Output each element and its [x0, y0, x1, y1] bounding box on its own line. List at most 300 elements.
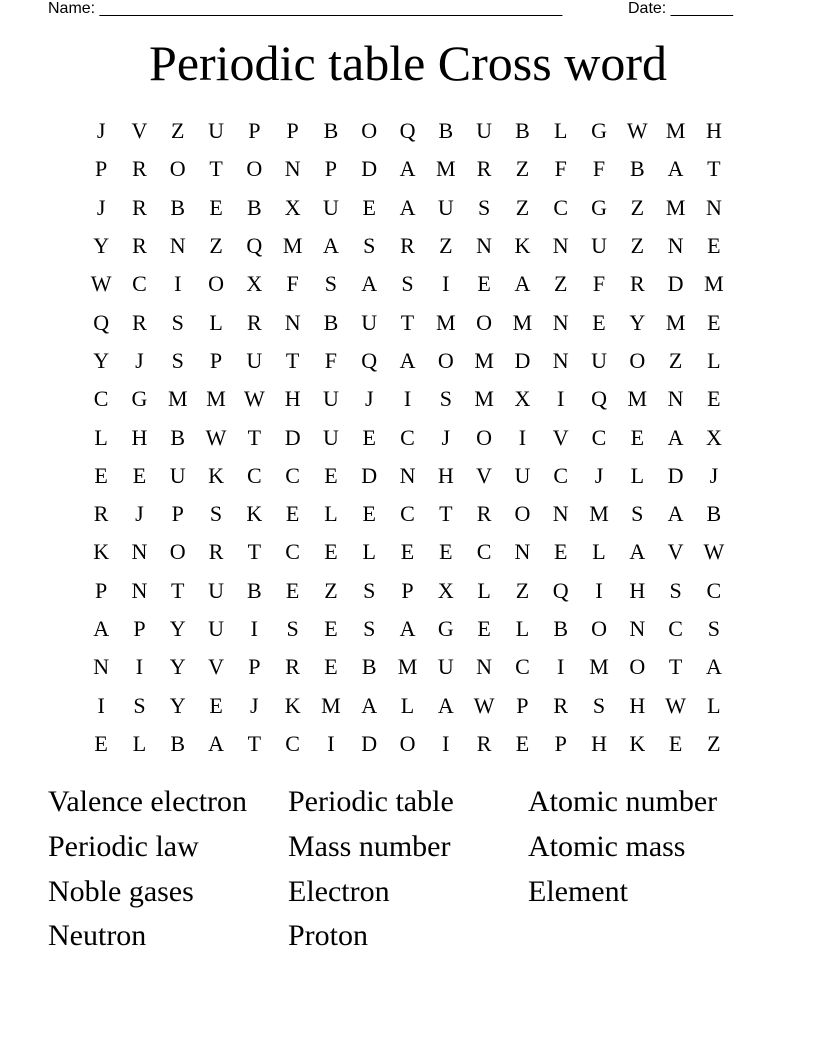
grid-letter[interactable]: I [595, 577, 603, 603]
grid-letter[interactable]: T [247, 539, 262, 565]
grid-letter[interactable]: F [592, 271, 606, 297]
grid-letter[interactable]: I [557, 654, 565, 680]
grid-letter[interactable]: I [135, 654, 144, 680]
grid-letter[interactable]: F [592, 156, 606, 182]
grid-letter[interactable]: Y [169, 692, 186, 718]
grid-letter[interactable]: N [667, 233, 684, 259]
grid-letter[interactable]: L [592, 539, 606, 565]
grid-letter[interactable]: Q [93, 309, 110, 335]
grid-letter[interactable]: V [131, 118, 148, 144]
grid-letter[interactable]: E [324, 616, 338, 641]
grid-letter[interactable]: N [284, 156, 301, 182]
grid-letter[interactable]: U [169, 462, 186, 488]
grid-letter[interactable]: S [439, 386, 452, 412]
grid-letter[interactable]: T [247, 424, 262, 450]
grid-letter[interactable]: H [284, 386, 301, 412]
grid-letter[interactable]: W [205, 424, 227, 450]
grid-letter[interactable]: O [208, 271, 224, 297]
word-list-item: Neutron [48, 919, 147, 953]
grid-letter[interactable]: J [96, 118, 106, 144]
grid-letter[interactable]: C [285, 462, 300, 488]
grid-letter[interactable]: L [553, 118, 568, 144]
grid-letter[interactable]: V [667, 539, 684, 565]
grid-letter[interactable]: E [285, 501, 300, 527]
grid-letter[interactable]: U [514, 462, 531, 488]
grid-letter[interactable]: P [133, 616, 146, 641]
grid-letter[interactable]: S [171, 347, 184, 373]
grid-letter[interactable]: S [592, 692, 606, 718]
grid-letter[interactable]: W [703, 539, 725, 565]
grid-letter[interactable]: S [363, 577, 376, 603]
grid-letter[interactable]: E [707, 386, 721, 412]
grid-letter[interactable]: E [362, 424, 376, 450]
grid-letter[interactable]: J [709, 462, 719, 488]
grid-letter[interactable]: B [706, 501, 722, 527]
grid-letter[interactable]: C [476, 539, 492, 565]
grid-letter[interactable]: E [209, 692, 223, 718]
grid-letter[interactable]: D [361, 730, 378, 756]
grid-letter[interactable]: Z [439, 233, 453, 259]
grid-letter[interactable]: E [400, 539, 415, 565]
grid-letter[interactable]: L [477, 577, 491, 603]
grid-letter[interactable]: G [131, 386, 148, 412]
grid-letter[interactable]: F [554, 156, 567, 182]
grid-letter[interactable]: N [705, 194, 722, 220]
grid-letter[interactable]: U [322, 194, 339, 220]
grid-letter[interactable]: J [135, 347, 144, 373]
grid-letter[interactable]: S [669, 577, 682, 603]
grid-letter[interactable]: N [552, 233, 569, 259]
grid-letter[interactable]: M [589, 654, 609, 680]
grid-letter[interactable]: C [285, 539, 300, 565]
grid-letter[interactable]: G [591, 118, 607, 144]
grid-letter[interactable]: N [284, 309, 301, 335]
grid-letter[interactable]: E [362, 501, 376, 527]
grid-letter[interactable]: P [95, 156, 108, 182]
grid-letter[interactable]: R [476, 156, 492, 182]
grid-letter[interactable]: A [667, 156, 684, 182]
grid-letter[interactable]: I [97, 692, 105, 718]
grid-letter[interactable]: U [361, 309, 378, 335]
grid-letter[interactable]: C [668, 616, 683, 641]
grid-letter[interactable]: Y [169, 616, 186, 641]
grid-letter[interactable]: D [667, 462, 684, 488]
grid-letter[interactable]: M [665, 118, 686, 144]
grid-letter[interactable]: C [400, 501, 415, 527]
grid-letter[interactable]: B [170, 424, 186, 450]
grid-letter[interactable]: N [93, 654, 110, 680]
grid-letter[interactable]: Y [169, 654, 186, 680]
grid-letter[interactable]: R [476, 730, 492, 756]
grid-letter[interactable]: C [400, 424, 415, 450]
grid-letter[interactable]: F [286, 271, 299, 297]
grid-letter[interactable]: S [631, 501, 644, 527]
grid-letter[interactable]: W [626, 118, 648, 144]
grid-letter[interactable]: W [473, 692, 495, 718]
grid-letter[interactable]: T [668, 654, 683, 680]
grid-letter[interactable]: A [361, 271, 378, 297]
grid-letter[interactable]: R [476, 501, 492, 527]
grid-letter[interactable]: V [552, 424, 569, 450]
grid-letter[interactable]: O [514, 501, 531, 527]
grid-letter[interactable]: O [629, 654, 646, 680]
grid-letter[interactable]: A [93, 616, 110, 641]
grid-letter[interactable]: J [96, 194, 106, 220]
grid-letter[interactable]: C [93, 386, 109, 412]
grid-letter[interactable]: G [437, 616, 454, 641]
grid-letter[interactable]: A [361, 692, 378, 718]
grid-letter[interactable]: N [131, 577, 148, 603]
grid-letter[interactable]: H [131, 424, 148, 450]
grid-letter[interactable]: T [285, 347, 300, 373]
grid-letter[interactable]: B [515, 118, 530, 144]
grid-letter[interactable]: K [208, 462, 224, 488]
grid-letter[interactable]: H [629, 692, 646, 718]
grid-letter[interactable]: F [324, 347, 338, 373]
grid-letter[interactable]: M [282, 233, 303, 259]
grid-letter[interactable]: Y [93, 347, 110, 373]
grid-letter[interactable]: A [514, 271, 531, 297]
grid-letter[interactable]: T [171, 577, 185, 603]
grid-letter[interactable]: B [438, 118, 454, 144]
grid-letter[interactable]: L [630, 462, 645, 488]
grid-letter[interactable]: C [553, 194, 569, 220]
grid-letter[interactable]: K [93, 539, 110, 565]
grid-letter[interactable]: B [246, 194, 262, 220]
name-field[interactable]: Name: ____________________________________________________ [48, 0, 563, 17]
grid-letter[interactable]: X [284, 194, 301, 220]
grid-letter[interactable]: E [362, 194, 376, 220]
grid-letter[interactable]: Z [515, 577, 530, 603]
grid-letter[interactable]: J [594, 462, 604, 488]
grid-letter[interactable]: B [553, 616, 569, 641]
grid-letter[interactable]: R [132, 194, 147, 220]
grid-letter[interactable]: E [707, 309, 721, 335]
grid-letter[interactable]: O [629, 347, 646, 373]
grid-letter[interactable]: Z [515, 156, 530, 182]
grid-letter[interactable]: S [363, 616, 376, 641]
grid-letter[interactable]: Z [630, 194, 645, 220]
grid-letter[interactable]: Z [668, 347, 683, 373]
grid-letter[interactable]: B [170, 730, 186, 756]
grid-letter[interactable]: R [132, 233, 147, 259]
grid-letter[interactable]: U [437, 194, 454, 220]
header [48, 0, 740, 20]
grid-letter[interactable]: S [133, 692, 146, 718]
grid-letter[interactable]: T [439, 501, 453, 527]
grid-letter[interactable]: C [246, 462, 262, 488]
grid-letter[interactable]: M [436, 309, 456, 335]
date-field[interactable]: Date: _______ [628, 0, 733, 17]
grid-letter[interactable]: N [476, 654, 493, 680]
grid-letter[interactable]: D [361, 462, 378, 488]
grid-letter[interactable]: S [286, 616, 299, 641]
grid-letter[interactable]: J [441, 424, 451, 450]
grid-letter[interactable]: A [208, 730, 224, 756]
grid-letter[interactable]: W [243, 386, 265, 412]
grid-letter[interactable]: M [704, 271, 724, 297]
word-list-item: Atomic mass [528, 830, 686, 864]
grid-letter[interactable]: A [322, 233, 339, 259]
grid-letter[interactable]: E [439, 539, 453, 565]
grid-letter[interactable]: D [667, 271, 684, 297]
grid-letter[interactable]: P [554, 730, 567, 756]
grid-letter[interactable]: S [707, 616, 721, 641]
grid-letter[interactable]: B [361, 654, 377, 680]
grid-letter[interactable]: K [246, 501, 263, 527]
grid-letter[interactable]: L [400, 692, 415, 718]
grid-letter[interactable]: M [321, 692, 341, 718]
grid-letter[interactable]: S [477, 194, 491, 220]
grid-letter[interactable]: O [476, 309, 493, 335]
grid-letter[interactable]: N [629, 616, 646, 641]
grid-letter[interactable]: U [208, 616, 224, 641]
grid-letter[interactable]: U [591, 347, 607, 373]
grid-letter[interactable]: V [476, 462, 493, 488]
grid-letter[interactable]: D [514, 347, 531, 373]
grid-letter[interactable]: E [285, 577, 300, 603]
grid-letter[interactable]: L [132, 730, 147, 756]
letter-grid [82, 112, 733, 763]
grid-letter[interactable]: I [518, 424, 527, 450]
grid-letter[interactable]: P [516, 692, 529, 718]
grid-letter[interactable]: Z [324, 577, 338, 603]
grid-letter[interactable]: E [132, 462, 147, 488]
grid-letter[interactable]: L [515, 616, 530, 641]
grid-letter[interactable]: R [132, 156, 147, 182]
grid-letter[interactable]: X [246, 271, 263, 297]
grid-letter[interactable]: R [400, 233, 415, 259]
grid-letter[interactable]: U [591, 233, 607, 259]
grid-letter[interactable]: M [167, 386, 188, 412]
grid-letter[interactable]: P [171, 501, 184, 527]
word-list-item: Mass number [288, 830, 451, 864]
grid-letter[interactable]: Q [361, 347, 378, 373]
grid-letter[interactable]: S [324, 271, 338, 297]
grid-letter[interactable]: E [94, 730, 108, 756]
grid-letter[interactable]: H [437, 462, 454, 488]
grid-letter[interactable]: V [208, 654, 224, 680]
grid-letter[interactable]: E [209, 194, 223, 220]
grid-letter[interactable]: S [363, 233, 376, 259]
grid-letter[interactable]: D [284, 424, 301, 450]
grid-letter[interactable]: M [512, 309, 533, 335]
grid-letter[interactable]: E [668, 730, 683, 756]
grid-letter[interactable]: B [170, 194, 186, 220]
grid-letter[interactable]: O [399, 730, 416, 756]
grid-letter[interactable]: E [94, 462, 108, 488]
grid-letter[interactable]: I [174, 271, 182, 297]
grid-letter[interactable]: M [665, 309, 686, 335]
grid-letter[interactable]: E [324, 654, 338, 680]
grid-letter[interactable]: B [246, 577, 262, 603]
grid-letter[interactable]: L [324, 501, 338, 527]
grid-letter[interactable]: O [246, 156, 263, 182]
grid-letter[interactable]: J [250, 692, 259, 718]
word-list-item: Electron [288, 874, 390, 908]
grid-letter[interactable]: N [399, 462, 416, 488]
grid-letter[interactable]: J [364, 386, 374, 412]
grid-letter[interactable]: O [476, 424, 493, 450]
grid-letter[interactable]: H [629, 577, 646, 603]
grid-letter[interactable]: T [247, 730, 262, 756]
grid-letter[interactable]: N [131, 539, 148, 565]
grid-letter[interactable]: P [209, 347, 223, 373]
grid-letter[interactable]: W [90, 271, 112, 297]
grid-letter[interactable]: T [209, 156, 223, 182]
grid-letter[interactable]: C [706, 577, 722, 603]
grid-letter[interactable]: E [592, 309, 606, 335]
grid-letter[interactable]: C [285, 730, 300, 756]
grid-letter[interactable]: M [665, 194, 686, 220]
grid-letter[interactable]: R [93, 501, 109, 527]
grid-letter[interactable]: Q [591, 386, 607, 412]
grid-letter[interactable]: S [401, 271, 414, 297]
grid-letter[interactable]: O [591, 616, 607, 641]
grid-letter[interactable]: B [629, 156, 645, 182]
grid-letter[interactable]: X [514, 386, 531, 412]
grid-letter[interactable]: U [322, 386, 339, 412]
word-list-item: Valence electron [48, 785, 248, 819]
grid-letter[interactable]: A [399, 616, 416, 641]
grid-letter[interactable]: R [246, 309, 262, 335]
grid-letter[interactable]: N [169, 233, 186, 259]
grid-letter[interactable]: L [707, 347, 721, 373]
grid-letter[interactable]: M [627, 386, 648, 412]
grid-letter[interactable]: X [705, 424, 722, 450]
grid-letter[interactable]: A [667, 501, 684, 527]
grid-letter[interactable]: R [132, 309, 147, 335]
grid-letter[interactable]: M [397, 654, 418, 680]
grid-letter[interactable]: E [324, 462, 338, 488]
grid-letter[interactable]: U [476, 118, 493, 144]
grid-letter[interactable]: A [399, 347, 416, 373]
grid-letter[interactable]: E [477, 271, 491, 297]
grid-letter[interactable]: L [94, 424, 108, 450]
grid-letter[interactable]: O [361, 118, 378, 144]
grid-letter[interactable]: R [553, 692, 569, 718]
grid-letter[interactable]: Z [171, 118, 185, 144]
grid-letter[interactable]: M [474, 347, 494, 373]
grid-letter[interactable]: U [437, 654, 454, 680]
grid-letter[interactable]: M [474, 386, 494, 412]
grid-letter[interactable]: O [437, 347, 454, 373]
grid-letter[interactable]: Q [246, 233, 263, 259]
grid-letter[interactable]: A [667, 424, 684, 450]
grid-letter[interactable]: Y [629, 309, 646, 335]
grid-letter[interactable]: Y [93, 233, 110, 259]
grid-letter[interactable]: Q [399, 118, 416, 144]
grid-letter[interactable]: I [442, 730, 450, 756]
grid-letter[interactable]: K [284, 692, 301, 718]
grid-letter[interactable]: P [248, 118, 261, 144]
grid-letter[interactable]: Z [515, 194, 530, 220]
grid-letter[interactable]: I [327, 730, 335, 756]
grid-letter[interactable]: A [705, 654, 722, 680]
grid-letter[interactable]: W [665, 692, 686, 718]
grid-letter[interactable]: O [169, 539, 186, 565]
grid-letter[interactable]: E [515, 730, 530, 756]
grid-letter[interactable]: H [705, 118, 722, 144]
grid-letter[interactable]: Z [209, 233, 223, 259]
grid-letter[interactable]: P [95, 577, 108, 603]
grid-letter[interactable]: R [285, 654, 300, 680]
grid-letter[interactable]: I [442, 271, 450, 297]
grid-letter[interactable]: Z [707, 730, 721, 756]
grid-letter[interactable]: A [399, 156, 416, 182]
grid-letter[interactable]: C [515, 654, 530, 680]
grid-letter[interactable]: N [514, 539, 531, 565]
grid-letter[interactable]: M [589, 501, 609, 527]
grid-letter[interactable]: C [132, 271, 147, 297]
grid-letter[interactable]: M [436, 156, 456, 182]
grid-letter[interactable]: Z [553, 271, 568, 297]
grid-letter[interactable]: B [323, 118, 339, 144]
grid-letter[interactable]: D [361, 156, 378, 182]
grid-letter[interactable]: I [250, 616, 258, 641]
grid-letter[interactable]: N [552, 309, 569, 335]
grid-letter[interactable]: P [286, 118, 299, 144]
grid-letter[interactable]: U [246, 347, 263, 373]
grid-letter[interactable]: N [552, 347, 569, 373]
grid-letter[interactable]: U [322, 424, 339, 450]
grid-letter[interactable]: P [401, 577, 414, 603]
grid-letter[interactable]: E [707, 233, 721, 259]
grid-letter[interactable]: L [362, 539, 376, 565]
grid-letter[interactable]: I [403, 386, 412, 412]
grid-letter[interactable]: Q [552, 577, 569, 603]
grid-letter[interactable]: S [209, 501, 223, 527]
grid-letter[interactable]: Z [630, 233, 645, 259]
grid-letter[interactable]: P [248, 654, 261, 680]
grid-letter[interactable]: A [629, 539, 646, 565]
grid-letter[interactable]: I [557, 386, 565, 412]
grid-letter[interactable]: C [553, 462, 569, 488]
grid-letter[interactable]: E [477, 616, 491, 641]
grid-letter[interactable]: K [514, 233, 531, 259]
word-list-item: Periodic law [48, 830, 199, 864]
grid-letter[interactable]: J [135, 501, 144, 527]
grid-letter[interactable]: A [399, 194, 416, 220]
grid-letter[interactable]: N [667, 386, 684, 412]
grid-letter[interactable]: G [591, 194, 607, 220]
grid-letter[interactable]: H [591, 730, 607, 756]
grid-letter[interactable]: E [553, 539, 568, 565]
grid-letter[interactable]: U [208, 577, 224, 603]
grid-letter[interactable]: X [437, 577, 454, 603]
grid-letter[interactable]: B [323, 309, 339, 335]
grid-letter[interactable]: E [630, 424, 645, 450]
grid-letter[interactable]: E [324, 539, 338, 565]
grid-letter[interactable]: P [324, 156, 338, 182]
word-list-item: Proton [288, 919, 369, 953]
grid-letter[interactable]: R [629, 271, 645, 297]
grid-letter[interactable]: A [437, 692, 454, 718]
grid-letter[interactable]: T [707, 156, 721, 182]
grid-letter[interactable]: M [206, 386, 226, 412]
grid-letter[interactable]: N [552, 501, 569, 527]
grid-letter[interactable]: T [400, 309, 415, 335]
grid-letter[interactable]: L [209, 309, 223, 335]
grid-letter[interactable]: U [208, 118, 224, 144]
grid-letter[interactable]: O [169, 156, 186, 182]
grid-letter[interactable]: L [707, 692, 721, 718]
grid-letter[interactable]: R [208, 539, 224, 565]
grid-letter[interactable]: S [171, 309, 184, 335]
grid-letter[interactable]: K [629, 730, 646, 756]
grid-letter[interactable]: N [476, 233, 493, 259]
grid-letter[interactable]: C [591, 424, 607, 450]
